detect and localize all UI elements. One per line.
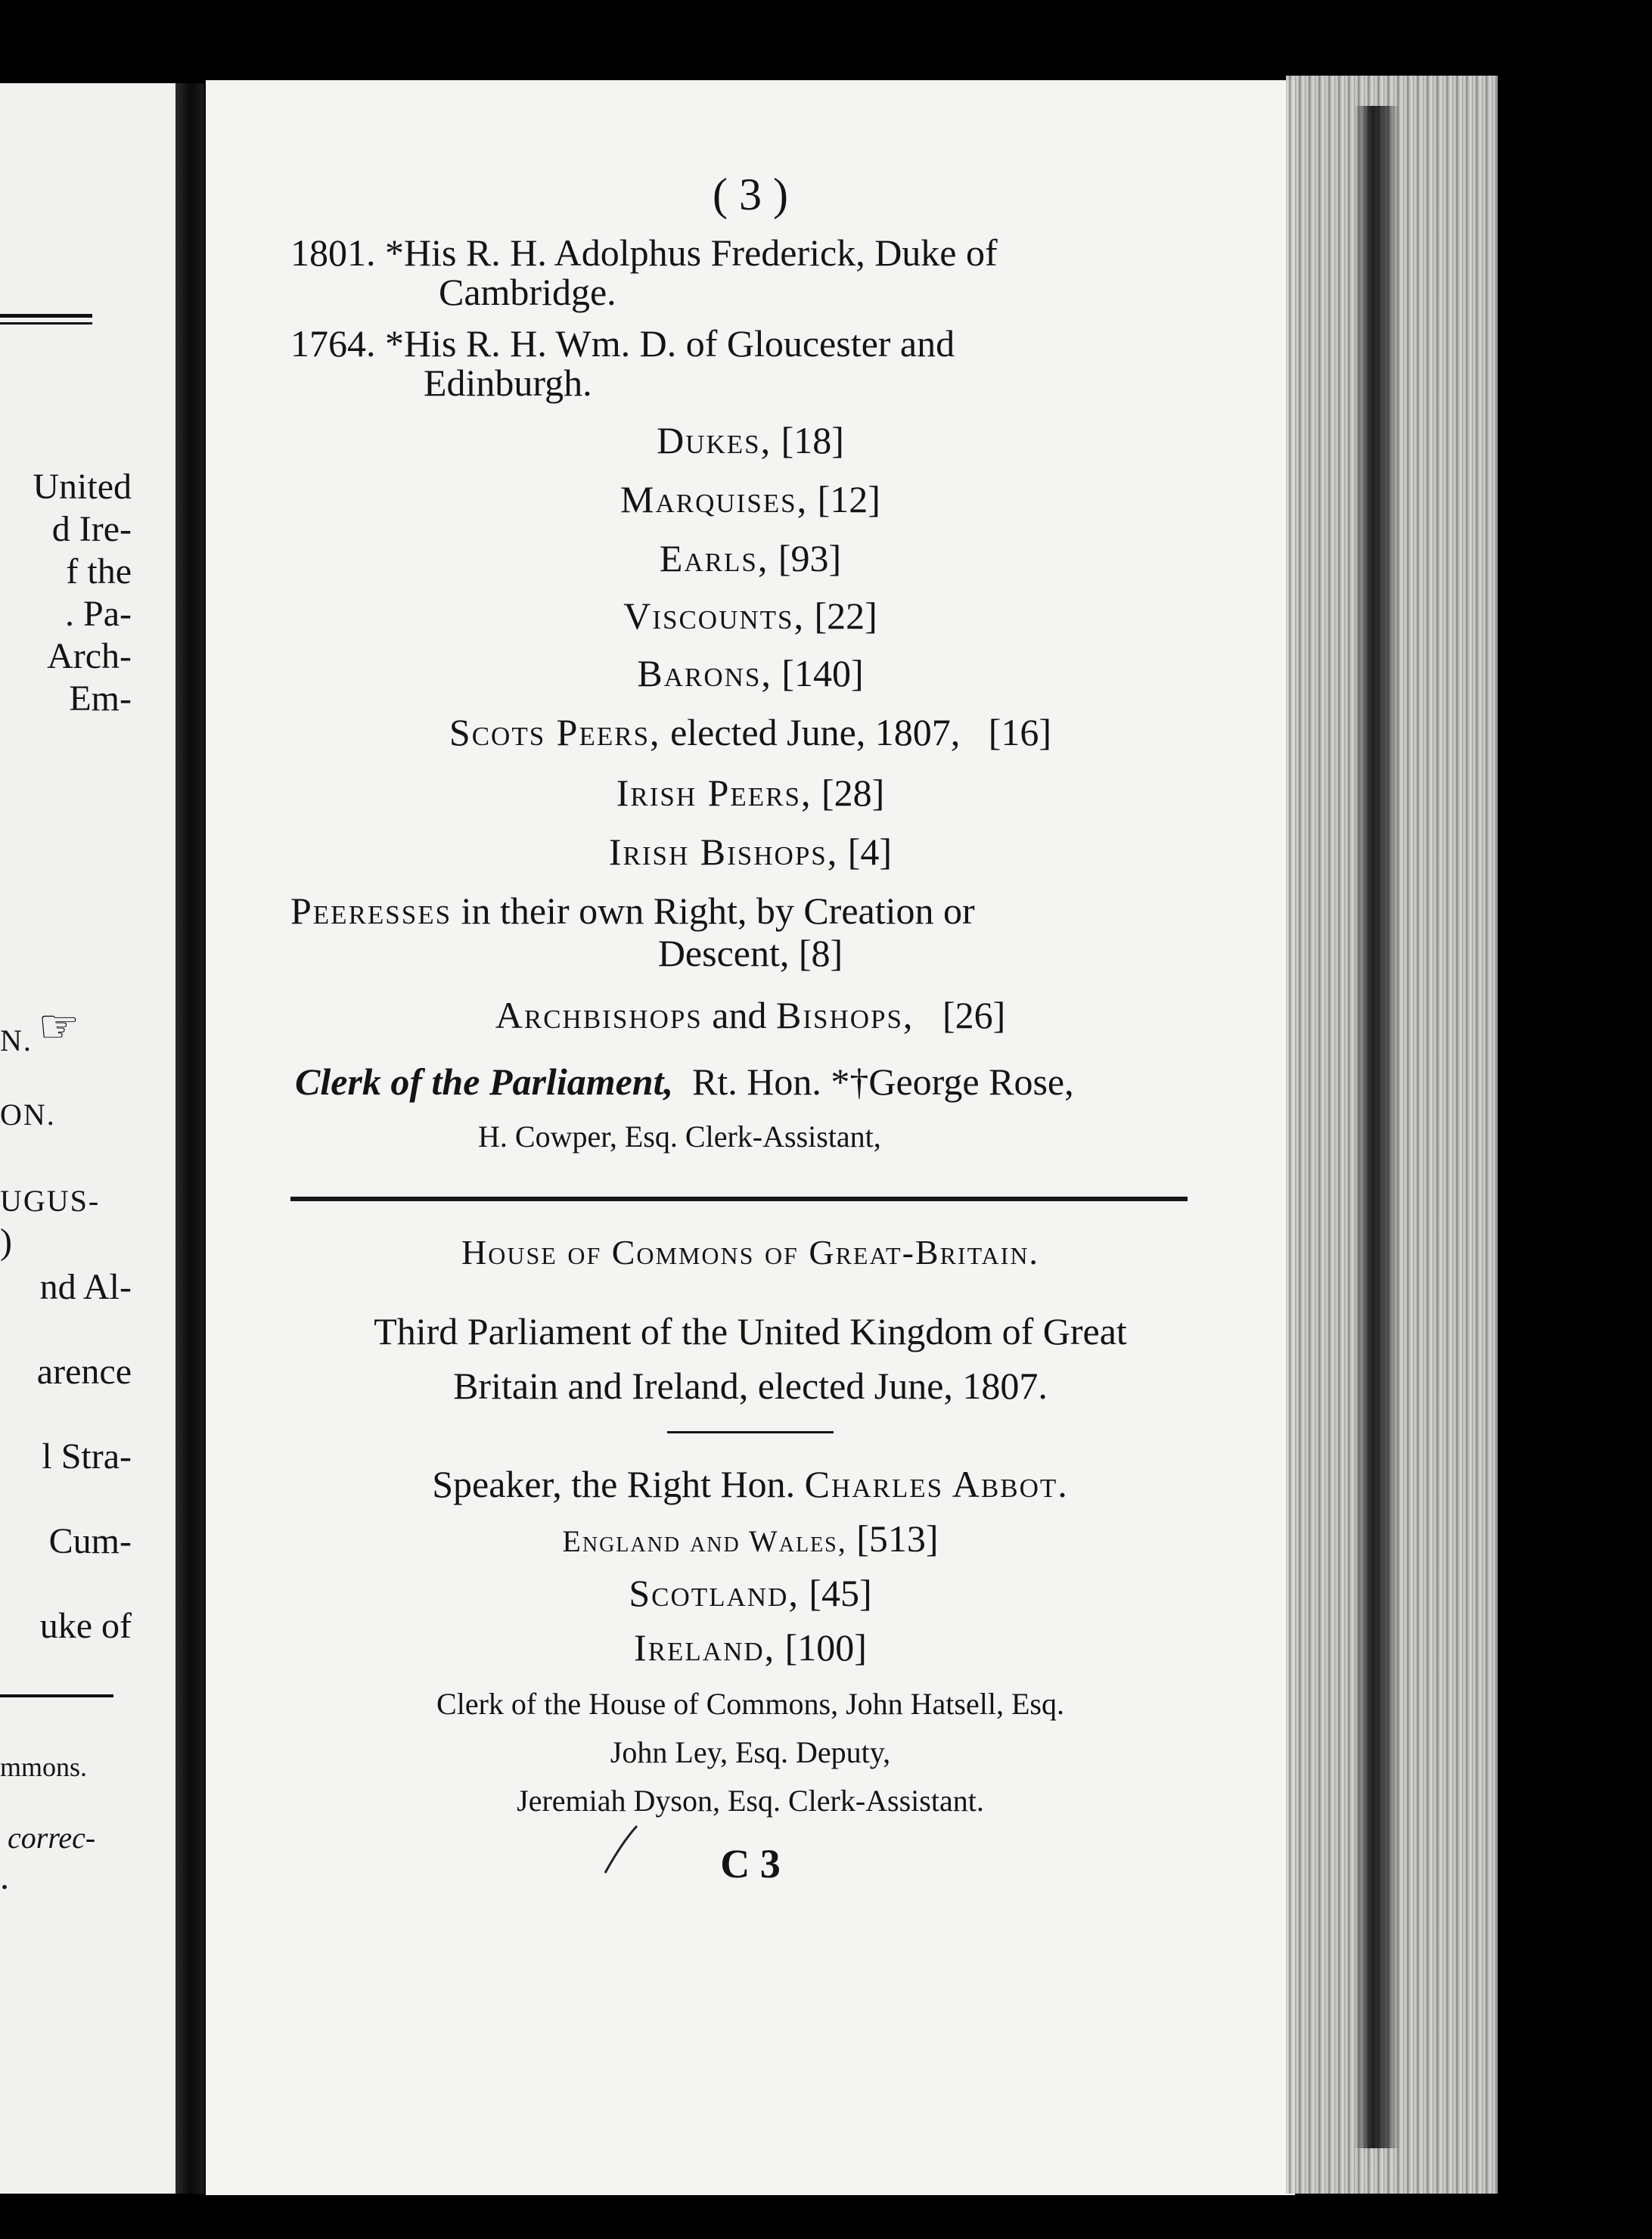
peer-count: [26] bbox=[942, 994, 1006, 1036]
left-page-fragment: mmons. bbox=[0, 1752, 88, 1782]
left-page-fragment: . Pa- bbox=[65, 594, 132, 634]
left-page-fragment: ) bbox=[0, 1222, 12, 1262]
peer-label: Archbishops bbox=[495, 994, 703, 1036]
left-page-fragment: f the bbox=[66, 551, 132, 592]
commons-heading: House of Commons of Great-Britain. bbox=[461, 1233, 1039, 1272]
commons-count: [45] bbox=[809, 1572, 872, 1614]
peer-count: [28] bbox=[821, 772, 885, 814]
short-rule bbox=[667, 1431, 834, 1433]
peer-count: [16] bbox=[988, 711, 1052, 753]
entry-text: *His R. H. Wm. D. of Gloucester and bbox=[385, 322, 955, 365]
section-rule bbox=[290, 1197, 1188, 1201]
peer-count-row bbox=[206, 537, 1295, 579]
commons-count-row bbox=[206, 1517, 1295, 1563]
peer-count-row bbox=[206, 652, 1295, 694]
left-page-fragment: Arch- bbox=[47, 636, 132, 676]
peeresses-row bbox=[206, 932, 1295, 974]
entry-year: 1801. bbox=[290, 231, 376, 274]
left-page-fragment: N. bbox=[0, 1023, 33, 1057]
left-page-fragment: United bbox=[33, 467, 132, 507]
peer-label: Earls, bbox=[659, 537, 769, 579]
peer-label: Peeresses bbox=[290, 890, 452, 932]
commons-clerk-line: Jeremiah Dyson, Esq. Clerk-Assistant. bbox=[517, 1784, 984, 1818]
peer-label: Irish Bishops, bbox=[608, 831, 839, 873]
peer-count: [22] bbox=[814, 595, 877, 637]
left-page-fragment: correc- bbox=[8, 1821, 96, 1855]
page-header: ( 3 ) bbox=[713, 169, 788, 219]
peer-label: Barons, bbox=[637, 652, 772, 694]
peer-count-row bbox=[206, 478, 1295, 520]
scots-peers-row bbox=[206, 711, 1295, 753]
clerk-of-parliament bbox=[295, 1060, 1074, 1103]
peer-label: Scots Peers, bbox=[449, 711, 661, 753]
left-page-fragment: d Ire- bbox=[51, 509, 132, 549]
peer-count: [93] bbox=[778, 537, 842, 579]
book-gutter bbox=[175, 83, 204, 2194]
parliament-note-line: Third Parliament of the United Kingdom of Great bbox=[374, 1310, 1127, 1352]
clerk-name: Rt. Hon. *†George Rose, bbox=[692, 1060, 1074, 1103]
entry-continuation: Cambridge. bbox=[439, 271, 616, 313]
left-page-fragment: l Stra- bbox=[42, 1436, 132, 1477]
royal-entry bbox=[290, 322, 955, 365]
pointing-hand-icon: ☞ bbox=[38, 1001, 80, 1053]
peer-note: in their own Right, by Creation or bbox=[461, 890, 975, 932]
commons-label: England and Wales, bbox=[562, 1524, 847, 1558]
peer-count-row bbox=[206, 595, 1295, 637]
entry-text: *His R. H. Adolphus Frederick, Duke of bbox=[385, 231, 998, 274]
peer-note: Descent, bbox=[657, 932, 790, 974]
peer-label: Irish Peers, bbox=[616, 772, 812, 814]
commons-label: Ireland, bbox=[634, 1626, 776, 1669]
peer-count-row bbox=[206, 419, 1295, 461]
peer-label: Bishops, bbox=[775, 994, 914, 1036]
peeresses-row bbox=[290, 890, 975, 932]
left-page-fragment: . bbox=[0, 1857, 9, 1897]
clerk-assistant: H. Cowper, Esq. Clerk-Assistant, bbox=[478, 1120, 881, 1154]
commons-count: [513] bbox=[856, 1517, 939, 1560]
signature-mark: C 3 bbox=[720, 1841, 781, 1887]
commons-clerk-line: Clerk of the House of Commons, John Hatsell, Esq. bbox=[436, 1687, 1064, 1721]
speaker-line bbox=[206, 1463, 1295, 1505]
parliament-note-line: Britain and Ireland, elected June, 1807. bbox=[453, 1365, 1048, 1407]
commons-label: Scotland, bbox=[629, 1572, 800, 1614]
peer-label: Viscounts, bbox=[623, 595, 805, 637]
left-page-fragment: ON. bbox=[0, 1098, 56, 1132]
peer-label: Dukes, bbox=[657, 419, 772, 461]
peer-count: [4] bbox=[847, 831, 893, 873]
royal-entry bbox=[290, 231, 998, 274]
left-page-fragment: Cum- bbox=[48, 1521, 132, 1561]
peer-count: [8] bbox=[798, 932, 843, 974]
left-page-fragment: Em- bbox=[69, 679, 132, 719]
peer-note: and bbox=[712, 994, 767, 1036]
left-page-fragment: uke of bbox=[39, 1606, 132, 1646]
entry-year: 1764. bbox=[290, 322, 376, 365]
irish-peers-row bbox=[206, 772, 1295, 814]
left-page-fragment: UGUS- bbox=[0, 1184, 101, 1218]
commons-count-row bbox=[206, 1626, 1295, 1669]
left-page-rule bbox=[0, 314, 92, 318]
commons-clerk-line: John Ley, Esq. Deputy, bbox=[610, 1735, 891, 1769]
archbishops-row bbox=[206, 994, 1295, 1036]
clerk-title: Clerk of the Parliament, bbox=[295, 1060, 673, 1103]
left-page-fragment: nd Al- bbox=[39, 1267, 132, 1307]
left-facing-page bbox=[0, 83, 175, 2194]
peer-count: [140] bbox=[781, 652, 864, 694]
page-edge-shadow bbox=[1354, 106, 1399, 2148]
main-page bbox=[206, 80, 1295, 2195]
left-page-fragment: arence bbox=[36, 1352, 132, 1392]
entry-continuation: Edinburgh. bbox=[424, 362, 592, 404]
irish-bishops-row bbox=[206, 831, 1295, 873]
peer-label: Marquises, bbox=[620, 478, 809, 520]
commons-count: [100] bbox=[784, 1626, 867, 1669]
peer-count: [18] bbox=[781, 419, 844, 461]
left-page-rule bbox=[0, 1694, 113, 1697]
peer-count: [12] bbox=[817, 478, 880, 520]
peer-note: elected June, 1807, bbox=[670, 711, 961, 753]
speaker-name: Charles Abbot. bbox=[804, 1463, 1069, 1505]
speaker-text: Speaker, the Right Hon. bbox=[432, 1463, 796, 1505]
left-page-rule bbox=[0, 322, 92, 325]
commons-count-row bbox=[206, 1572, 1295, 1614]
